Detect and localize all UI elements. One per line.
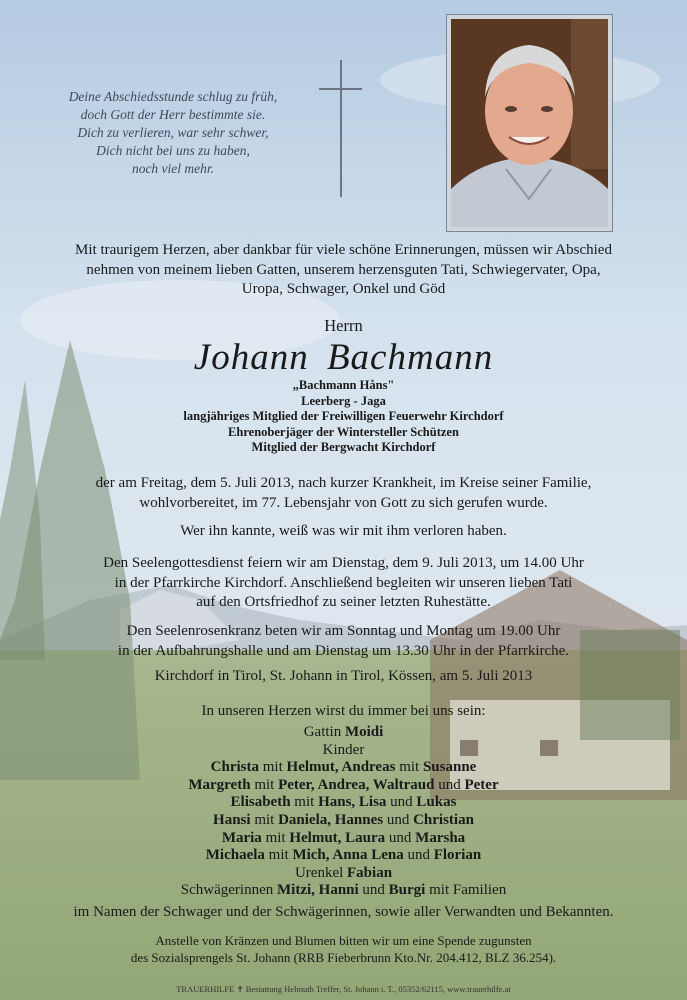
- poem-line: Dich zu verlieren, war sehr schwer,: [77, 125, 269, 140]
- remembrance-text: Wer ihn kannte, weiß was wir mit ihm verloren haben.: [180, 523, 507, 539]
- family-name: Helmut, Laura: [289, 829, 386, 846]
- cross-icon: [340, 60, 342, 197]
- connector-text: mit Familien: [429, 882, 507, 899]
- family-name: Michaela: [205, 847, 265, 864]
- family-list: [0, 724, 687, 900]
- poem-line: Dich nicht bei uns zu haben,: [96, 143, 250, 158]
- portrait-photo: [446, 14, 613, 232]
- relation-label: Gattin: [303, 724, 342, 740]
- family-name: Fabian: [347, 864, 393, 881]
- connector-text: mit: [265, 829, 286, 846]
- death-notice: [0, 474, 687, 513]
- affiliation-line: Mitglied der Bergwacht Kirchdorf: [251, 440, 436, 454]
- donation-line: des Sozialsprengels St. Johann (RRB Fieberbrunn Kto.Nr. 204.412, BLZ 36.254).: [130, 949, 557, 965]
- family-name: Elisabeth: [230, 794, 291, 811]
- poem-line: Deine Abschiedsstunde schlug zu früh,: [68, 89, 278, 104]
- family-row-child: [0, 830, 687, 848]
- footer-text: Bestattung Helmuth Treffer, St. Johann i. T., 05352/62115, www.trauerhilfe.at: [245, 984, 511, 994]
- rosary-line: in der Aufbahrungshalle und am Dienstag um 13.30 Uhr in der Pfarrkirche.: [117, 642, 570, 659]
- relation-label: Schwägerinnen: [180, 882, 274, 899]
- affiliation-line: „Bachmann Håns": [292, 378, 395, 392]
- family-row-children-label: [0, 742, 687, 760]
- family-name: Burgi: [388, 882, 426, 899]
- connector-text: mit: [254, 811, 275, 828]
- connector-text: und: [407, 847, 430, 864]
- footer-brand: TRAUERHILFE: [176, 984, 235, 994]
- family-row-child: [0, 759, 687, 777]
- relation-label: Urenkel: [294, 864, 344, 881]
- family-row-child: [0, 777, 687, 795]
- funeral-mass-line: Den Seelengottesdienst feiern wir am Dienstag, dem 9. Juli 2013, um 14.00 Uhr: [103, 555, 584, 571]
- cross-small-icon: ✝: [236, 984, 244, 994]
- affiliations: [0, 378, 687, 456]
- connector-text: mit: [399, 759, 420, 776]
- affiliation-line: Ehrenoberjäger der Wintersteller Schützen: [228, 424, 459, 439]
- deceased-name: Johann Bachmann: [193, 337, 494, 378]
- portrait-image: [451, 19, 608, 227]
- relation-label: Kinder: [322, 741, 365, 758]
- death-notice-line: der am Freitag, dem 5. Juli 2013, nach kurzer Krankheit, im Kreise seiner Familie,: [95, 475, 592, 491]
- connector-text: und: [386, 811, 410, 828]
- family-name: Peter, Andrea, Waltraud: [278, 776, 435, 793]
- family-row-child: [0, 847, 687, 865]
- family-name: Christian: [413, 811, 474, 828]
- donation-note: [0, 933, 687, 966]
- affiliation-line: langjähriges Mitglied der Freiwilligen Feuerwehr Kirchdorf: [183, 409, 504, 423]
- closing-line: im Namen der Schwager und der Schwägerinnen, sowie aller Verwandten und Bekannten.: [73, 904, 614, 920]
- family-name: Peter: [464, 776, 499, 793]
- cross-icon-bar: [319, 88, 362, 90]
- footer: [0, 984, 687, 995]
- family-row-wife: [0, 724, 687, 742]
- intro-text: [0, 241, 687, 300]
- rosary-text: [0, 622, 687, 661]
- family-name: Daniela, Hannes: [278, 811, 384, 828]
- family-name: Helmut, Andreas: [286, 759, 396, 776]
- family-name: Hans, Lisa: [318, 794, 387, 811]
- intro-line: Uropa, Schwager, Onkel und Göd: [241, 281, 446, 297]
- intro-line: nehmen von meinem lieben Gatten, unserem herzensguten Tati, Schwiegervater, Opa,: [86, 261, 601, 278]
- funeral-mass-line: auf den Ortsfriedhof zu seiner letzten Ruhestätte.: [196, 594, 491, 610]
- poem: [50, 88, 296, 178]
- poem-line: doch Gott der Herr bestimmte sie.: [80, 107, 266, 122]
- connector-text: mit: [254, 776, 275, 793]
- funeral-mass-line: in der Pfarrkirche Kirchdorf. Anschließend begleiten wir unseren lieben Tati: [114, 574, 573, 591]
- family-name: Susanne: [422, 759, 477, 776]
- poem-line: noch viel mehr.: [131, 161, 215, 176]
- family-name: Marsha: [415, 829, 466, 846]
- donation-line: Anstelle von Kränzen und Blumen bitten wir um eine Spende zugunsten: [155, 933, 532, 948]
- family-row-great-grandchild: [0, 865, 687, 883]
- connector-text: mit: [268, 847, 289, 864]
- family-row-sisters-in-law: [0, 882, 687, 900]
- honorific: Herrn: [324, 316, 363, 335]
- intro-line: Mit traurigem Herzen, aber dankbar für viele schöne Erinnerungen, müssen wir Abschied: [75, 242, 612, 258]
- family-name: Mich, Anna Lena: [292, 847, 404, 864]
- family-name: Margreth: [188, 776, 251, 793]
- place-date: Kirchdorf in Tirol, St. Johann in Tirol, Kössen, am 5. Juli 2013: [154, 668, 533, 684]
- affiliation-line: Leerberg - Jaga: [301, 393, 386, 408]
- family-name: Florian: [433, 847, 482, 864]
- connector-text: mit: [262, 759, 283, 776]
- connector-text: und: [362, 882, 385, 899]
- family-name: Moidi: [344, 724, 384, 740]
- family-name: Maria: [221, 829, 262, 846]
- connector-text: und: [390, 794, 413, 811]
- family-name: Mitzi, Hanni: [277, 882, 359, 899]
- connector-text: und: [388, 829, 412, 846]
- connector-text: mit: [294, 794, 315, 811]
- hearts-line: In unseren Herzen wirst du immer bei uns sein:: [201, 703, 486, 719]
- family-row-child: [0, 794, 687, 812]
- funeral-mass-text: [0, 554, 687, 613]
- rosary-line: Den Seelenrosenkranz beten wir am Sonntag und Montag um 19.00 Uhr: [126, 623, 561, 639]
- death-notice-line: wohlvorbereitet, im 77. Lebensjahr von Gott zu sich gerufen wurde.: [139, 494, 548, 511]
- family-name: Hansi: [213, 811, 251, 828]
- portrait-illustration: [451, 19, 608, 227]
- connector-text: und: [438, 776, 461, 793]
- family-name: Lukas: [416, 794, 457, 811]
- family-name: Christa: [210, 759, 260, 776]
- family-row-child: [0, 812, 687, 830]
